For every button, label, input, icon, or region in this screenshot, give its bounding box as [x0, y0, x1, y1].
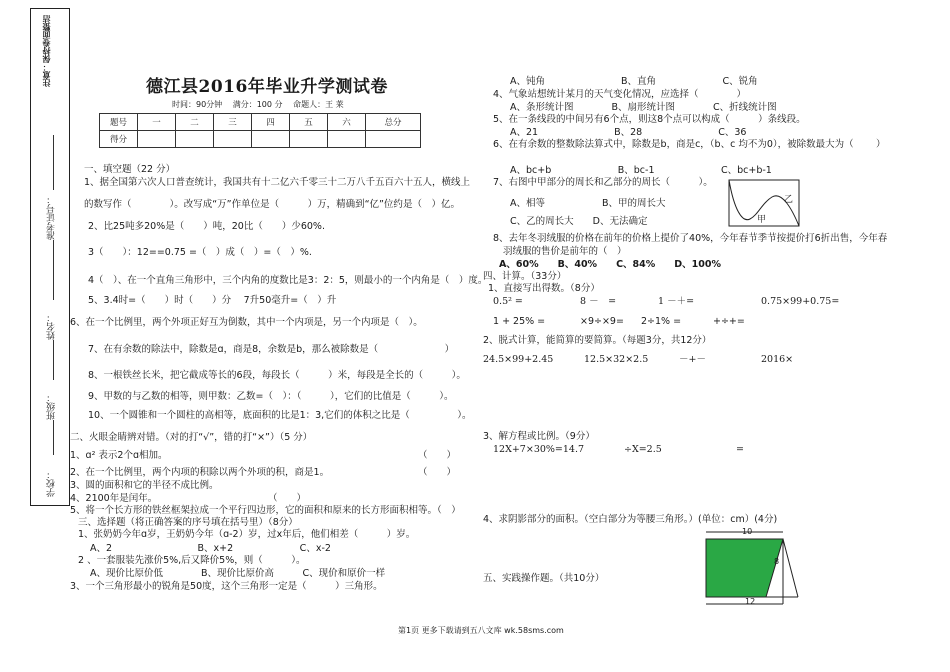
- table-cell: 四: [252, 114, 290, 131]
- table-cell[interactable]: [214, 131, 252, 148]
- score-table-header-row: [100, 114, 421, 131]
- exam-number-line: [53, 135, 54, 190]
- answer-bracket[interactable]: （ ）: [418, 450, 457, 461]
- question-1-6: 6、在一个比例里，两个外项正好互为倒数，其中一个内项是，另一个内项是（ ）。: [70, 317, 423, 328]
- table-cell: 一: [138, 114, 176, 131]
- question-1-7: 7、在有余数的除法中，除数是ɑ，商是8，余数是b，那么被除数是（ ）: [88, 344, 455, 355]
- answer-bracket-close: ）: [876, 139, 886, 150]
- table-cell: 题号: [100, 114, 138, 131]
- question-2-3: 3、圆的面积和它的半径不成比例。: [70, 480, 219, 491]
- question-3-5: 5、在一条线段的中间另有6个点，则这8个点可以构成（ ）条线段。: [493, 114, 806, 125]
- question-2-2: 2、在一个比例里，两个内项的积除以两个外项的积，商是1。: [70, 467, 330, 478]
- calc-4-heading: 4、求阴影部分的面积。（空白部分为等腰三角形。）(单位：cm）(4分): [483, 514, 778, 525]
- figure-label-yi: 乙: [784, 195, 794, 205]
- question-2-1: 1、ɑ² 表示2个ɑ相加。: [70, 450, 168, 461]
- calc-2-heading: 2、脱式计算，能简算的要简算。（每题3分，共12分）: [483, 335, 712, 346]
- section-3-heading: 三、选择题（将正确答案的序号填在括号里）（8分）: [78, 517, 298, 528]
- triangle-edge: [783, 539, 798, 597]
- calc-item: －+－: [679, 354, 706, 365]
- question-3-1-options: A、2 B、x+2 C、x-2: [90, 543, 331, 554]
- name-label: 姓名：: [47, 313, 57, 340]
- question-1-8: 8、一根铁丝长米，把它截成等长的6段，每段长（ ）米，每段是全长的（ ）。: [88, 370, 466, 381]
- question-3-7-options-ab: A、相等 B、甲的周长大: [510, 198, 666, 209]
- perimeter-figure: [728, 179, 806, 233]
- question-3-6-options: A、bc+b B、bc-1 C、bc+b-1: [510, 165, 772, 176]
- section-1-heading: 一、填空题（22 分）: [84, 164, 176, 175]
- question-1-5: 5、3.4时=（ ）时（ ）分 7升50毫升=（ ）升: [88, 295, 337, 306]
- figure-label-jia: 甲: [757, 215, 767, 225]
- answer-bracket[interactable]: （ ）: [418, 467, 457, 478]
- binding-notice: 注意：保持卷面整洁: [42, 15, 51, 87]
- question-3-8-cont: 羽绒服的售价是前年的（ ）: [503, 246, 627, 257]
- table-cell: 三: [214, 114, 252, 131]
- question-3-4: 4、气象站想统计某月的天气变化情况，应选择（ ）: [493, 89, 747, 100]
- dimension-label-bottom: 12: [745, 597, 756, 606]
- calc-item: 12.5×32×2.5: [584, 354, 649, 365]
- table-cell: 二: [176, 114, 214, 131]
- class-line: [53, 420, 54, 455]
- school-label: 学校：: [47, 470, 57, 497]
- table-cell[interactable]: [138, 131, 176, 148]
- calc-item: +÷+=: [713, 316, 745, 327]
- question-3-6: 6、在有余数的整数除法算式中，除数是b，商是c，（b、c 均不为0），被除数最大为（: [493, 139, 854, 150]
- table-cell[interactable]: [176, 131, 214, 148]
- question-1-1-cont: 的数写作（ ）。改写成“万”作单位是（ ）万，精确到“亿”位约是（ ）亿。: [84, 199, 460, 210]
- question-1-10: 10、一个圆锥和一个圆柱的高相等，底面积的比是1：3,它们的体积之比是（ ）。: [88, 410, 472, 421]
- question-3-5-options: A、21 B、28 C、36: [510, 127, 747, 138]
- question-3-3-options: A、钝角 B、直角 C、锐角: [510, 76, 758, 87]
- table-cell[interactable]: [252, 131, 290, 148]
- question-3-3: 3、一个三角形最小的锐角是50度，这个三角形一定是（ ）三角形。: [70, 581, 383, 592]
- equation-item: 12X+7×30%=14.7: [493, 444, 585, 455]
- table-cell: 总分: [366, 114, 421, 131]
- dimension-label-top: 10: [742, 527, 753, 536]
- question-3-8-options: A、60% B、40% C、84% D、100%: [499, 259, 722, 270]
- table-cell[interactable]: [366, 131, 421, 148]
- calc-item: ×9÷×9=: [580, 316, 624, 327]
- question-1-9: 9、甲数的与乙数的相等，则甲数：乙数=（ ）：（ ），它们的比值是（ ）。: [88, 391, 454, 402]
- equation-item: ÷X=2.5: [624, 444, 662, 455]
- calc-item: 0.5² =: [493, 296, 523, 307]
- question-3-2: 2 、一套服装先涨价5%,后又降价5%，则（ ）。: [78, 555, 306, 566]
- calc-item: 1 －＋=: [658, 296, 695, 307]
- question-2-4: 4、2100年是闰年。: [70, 493, 158, 504]
- table-cell[interactable]: [328, 131, 366, 148]
- exam-title: 德江县2016年毕业升学测试卷: [146, 77, 388, 97]
- section-4-heading: 四、计算。（33分）: [483, 271, 567, 282]
- section-2-heading: 二、火眼金睛辨对错。（对的打“√”，错的打“×”）（5 分）: [70, 432, 313, 443]
- score-table: [99, 113, 421, 148]
- calc-3-heading: 3、解方程或比例。（9分）: [483, 431, 595, 442]
- class-label: 班级：: [47, 393, 57, 420]
- question-3-7: 7、右图中甲部分的周长和乙部分的周长（ ）。: [493, 177, 713, 188]
- calc-1-heading: 1、直接写出得数。（8分）: [488, 283, 600, 294]
- question-1-4: 4（ ）、在一个直角三角形中，三个内角的度数比是3：2：5，则最小的一个内角是（ ）度。: [88, 275, 488, 286]
- calc-item: 0.75×99+0.75=: [761, 296, 840, 307]
- table-cell: 五: [290, 114, 328, 131]
- exam-number-line-2: [53, 240, 54, 300]
- table-cell[interactable]: [290, 131, 328, 148]
- calc-item: 1 + 25% =: [493, 316, 546, 327]
- calc-item: 24.5×99+2.45: [483, 354, 554, 365]
- question-3-7-options-cd: C、乙的周长大 D、无法确定: [510, 216, 648, 227]
- question-3-1: 1、张奶奶今年ɑ岁，王奶奶今年（ɑ-2）岁，过x年后，他们相差（ ）岁。: [78, 529, 416, 540]
- calc-item: 2016×: [761, 354, 794, 365]
- table-cell: 得分: [100, 131, 138, 148]
- calc-item: 8 － =: [580, 296, 617, 307]
- question-3-8: 8、去年冬羽绒服的价格在前年的价格上提价了40%，今年春节季节按提价打6折出售，今年春: [493, 233, 888, 244]
- question-3-2-options: A、现价比原价低 B、现价比原价高 C、现价和原价一样: [90, 568, 386, 579]
- question-3-4-options: A、条形统计图 B、扇形统计图 C、折线统计图: [510, 102, 777, 113]
- name-line: [53, 340, 54, 380]
- page-footer: 第1页 更多下载请到五八文库 wk.58sms.com: [398, 626, 564, 635]
- shaded-region: [706, 539, 783, 597]
- question-2-5: 5、将一个长方形的铁丝框架拉成一个平行四边形，它的面积和原来的长方形面积相等。（ ）: [70, 505, 461, 516]
- section-5-heading: 五、实践操作题。（共10分）: [483, 573, 605, 584]
- equation-item: =: [736, 444, 744, 455]
- exam-meta: 时间：90分钟 满分：100 分 命题人：王 莱: [172, 100, 344, 109]
- dimension-label-right: 8: [774, 557, 780, 566]
- calc-item: 2÷1% =: [641, 316, 682, 327]
- exam-number-label: 准考证号：: [47, 195, 57, 240]
- question-1-2: 2、比25吨多20%是（ ）吨，20比（ ）少60%.: [88, 221, 325, 232]
- question-1-1: 1、据全国第六次人口普查统计，我国共有十二亿六千零三十二万八千五百六十五人，横线上: [84, 177, 471, 188]
- table-cell: 六: [328, 114, 366, 131]
- score-table-score-row: [100, 131, 421, 148]
- binding-strip: [30, 8, 70, 506]
- answer-bracket[interactable]: （ ）: [268, 493, 307, 504]
- question-1-3: 3（ ）：12==0.75 =（ ）成（ ）=（ ）%.: [88, 247, 312, 258]
